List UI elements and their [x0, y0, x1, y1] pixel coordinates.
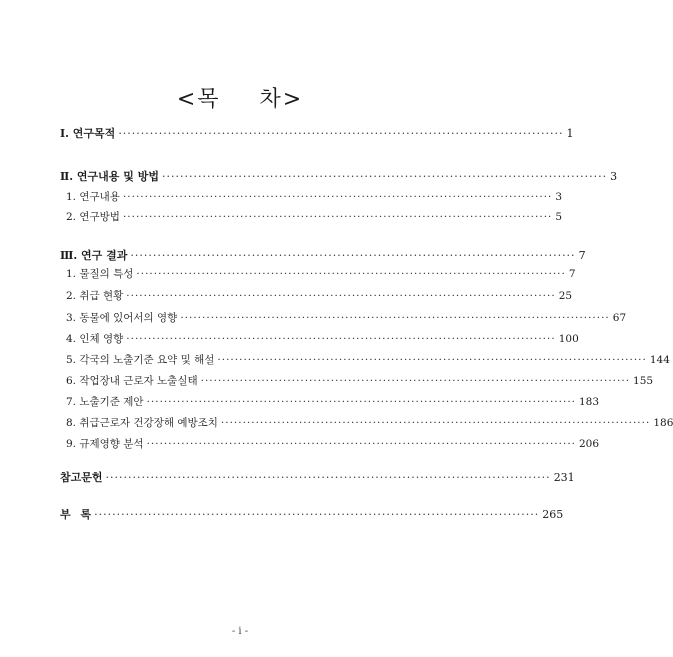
entry-label: 부 록	[60, 508, 92, 521]
dot-leader: ···································································································	[180, 312, 610, 324]
toc-entry-3-4[interactable]	[60, 331, 579, 347]
entry-page: 7	[578, 249, 586, 262]
entry-page: 186	[653, 417, 673, 429]
toc-entry-appendix[interactable]	[60, 506, 564, 522]
entry-page: 3	[555, 191, 563, 203]
dot-leader: ···································································································	[94, 508, 540, 521]
dot-leader: ···································································································	[146, 438, 576, 450]
dot-leader: ···································································································	[220, 417, 651, 429]
toc-title: <목 차>	[176, 87, 304, 112]
toc-entry-1[interactable]	[60, 125, 574, 141]
entry-page: 5	[555, 211, 563, 223]
entry-page: 155	[633, 375, 654, 387]
entry-label: Ⅰ. 연구목적	[60, 127, 116, 140]
entry-label: Ⅱ. 연구내용 및 방법	[60, 170, 159, 183]
entry-page: 7	[568, 268, 576, 280]
dot-leader: ···································································································	[126, 333, 556, 345]
toc-entry-3-6[interactable]	[60, 373, 654, 389]
entry-page: 265	[542, 508, 564, 521]
toc-entry-3-2[interactable]	[60, 288, 573, 304]
toc-entry-3-1[interactable]	[60, 266, 576, 282]
entry-label: 7. 노출기준 제안	[66, 396, 144, 408]
page-number-footer: - i -	[231, 626, 249, 637]
entry-page: 183	[579, 396, 600, 408]
dot-leader: ···································································································	[118, 127, 564, 140]
entry-page: 1	[566, 127, 574, 140]
dot-leader: ···································································································	[200, 375, 631, 387]
entry-page: 25	[558, 290, 573, 302]
toc-entry-3-9[interactable]	[60, 436, 600, 452]
entry-label: 4. 인체 영향	[66, 333, 124, 345]
entry-page: 100	[558, 333, 579, 345]
entry-label: 1. 연구내용	[66, 191, 120, 203]
entry-page: 3	[610, 170, 618, 183]
toc-entry-2-2[interactable]	[60, 209, 563, 225]
entry-page: 206	[579, 438, 600, 450]
toc-entry-3-3[interactable]	[60, 310, 627, 326]
toc-entry-references[interactable]	[60, 469, 575, 485]
entry-page: 144	[649, 354, 670, 366]
entry-label: 3. 동물에 있어서의 영향	[66, 312, 178, 324]
entry-page: 67	[612, 312, 627, 324]
toc-entry-3[interactable]	[60, 247, 586, 263]
dot-leader: ···································································································	[122, 191, 553, 203]
entry-label: 6. 작업장내 근로자 노출실태	[66, 375, 198, 387]
entry-label: 참고문헌	[60, 471, 103, 484]
entry-label: 1. 물질의 특성	[66, 268, 134, 280]
entry-label: 9. 규제영향 분석	[66, 438, 144, 450]
dot-leader: ···································································································	[161, 170, 608, 183]
toc-entry-2[interactable]	[60, 168, 618, 184]
dot-leader: ···································································································	[146, 396, 576, 408]
toc-entry-2-1[interactable]	[60, 189, 563, 205]
entry-label: Ⅲ. 연구 결과	[60, 249, 128, 262]
entry-page: 231	[553, 471, 575, 484]
dot-leader: ···································································································	[105, 471, 551, 484]
dot-leader: ···································································································	[136, 268, 566, 280]
toc-entry-3-5[interactable]	[60, 352, 670, 368]
entry-label: 5. 각국의 노출기준 요약 및 해설	[66, 354, 215, 366]
entry-label: 2. 취급 현황	[66, 290, 124, 302]
toc-entry-3-8[interactable]	[60, 415, 673, 431]
dot-leader: ···································································································	[122, 211, 553, 223]
entry-label: 2. 연구방법	[66, 211, 120, 223]
entry-label: 8. 취급근로자 건강장해 예방조치	[66, 417, 218, 429]
dot-leader: ···································································································	[130, 249, 576, 262]
dot-leader: ···································································································	[217, 354, 647, 366]
dot-leader: ···································································································	[126, 290, 556, 302]
toc-entry-3-7[interactable]	[60, 394, 600, 410]
